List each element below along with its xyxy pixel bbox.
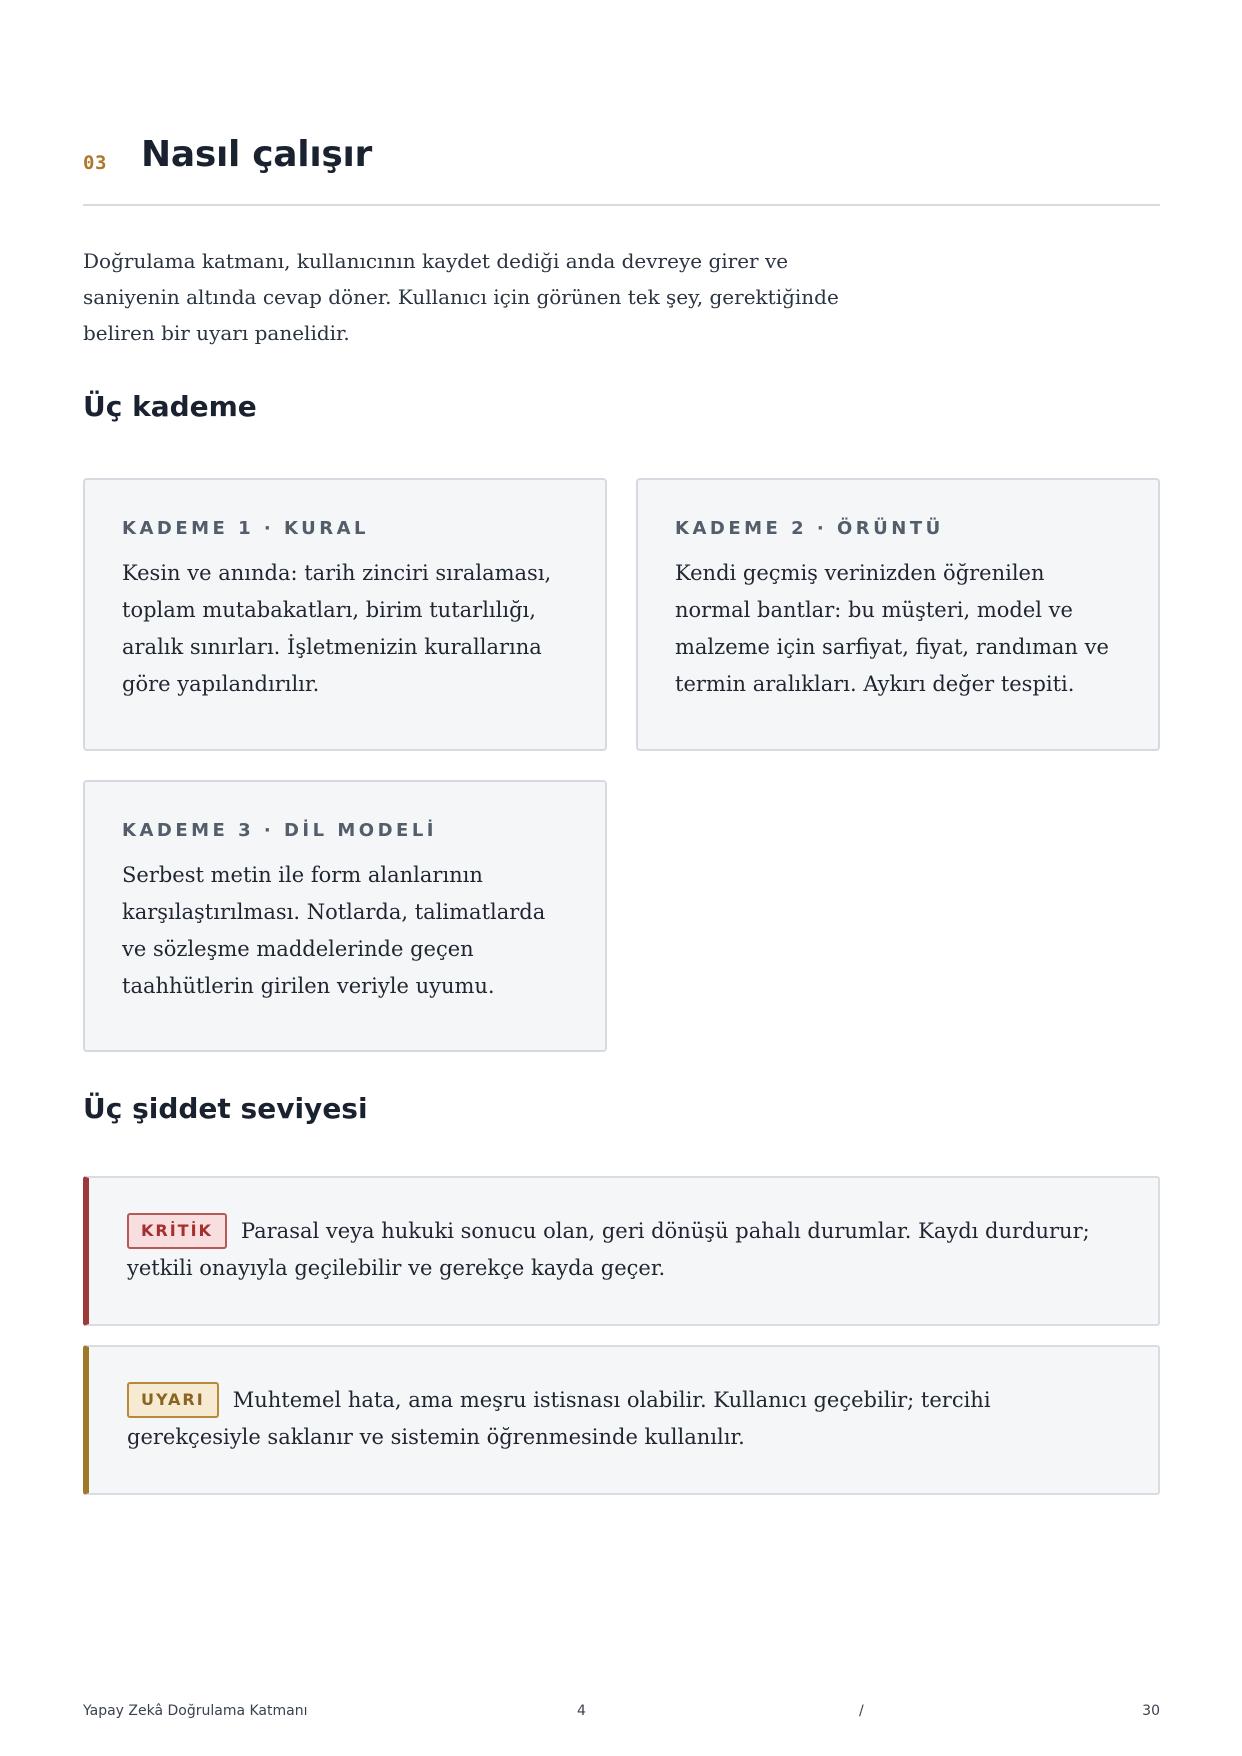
section-number: 03 (83, 152, 107, 174)
tier-card-pattern (636, 478, 1160, 751)
severity-description: Parasal veya hukuki sonucu olan, geri dönüşü pahalı durumlar. Kaydı durdurur; yetkili onayıyla geçilebilir ve gerekçe kayda geçer. (127, 1219, 1090, 1280)
severity-heading: Üç şiddet seviyesi (83, 1092, 368, 1125)
footer-page-number: 4 (577, 1703, 586, 1719)
severity-description: Muhtemel hata, ama meşru istisnası olabilir. Kullanıcı geçebilir; tercihi gerekçesiyle saklanır ve sistemin öğrenmesinde kullanılır. (127, 1388, 991, 1449)
severity-callout-warning (83, 1345, 1160, 1495)
tier-card-text: Kesin ve anında: tarih zinciri sıralaması, toplam mutabakatları, birim tutarlılığı, aralık sınırları. İşletmenizin kurallarına göre yapılandırılır. (122, 561, 552, 696)
footer-page-total: 30 (1142, 1703, 1160, 1719)
tier-card-label: KADEME 2 · ÖRÜNTÜ (675, 518, 944, 539)
critical-badge: KRİTİK (127, 1213, 227, 1249)
tier-card-label: KADEME 3 · DİL MODELİ (122, 820, 437, 841)
intro-paragraph: Doğrulama katmanı, kullanıcının kaydet dediği anda devreye girer ve saniyenin altında cevap döner. Kullanıcı için görünen tek şey, gerektiğinde beliren bir uyarı panelidir. (83, 249, 839, 345)
severity-callout-critical (83, 1176, 1160, 1326)
tier-card-text: Serbest metin ile form alanlarının karşılaştırılması. Notlarda, talimatlarda ve sözleşme maddelerinde geçen taahhütlerin girilen veriyle uyumu. (122, 863, 546, 998)
tiers-heading: Üç kademe (83, 390, 257, 423)
document-page (83, 0, 1160, 1756)
warning-badge: UYARI (127, 1382, 219, 1418)
footer-separator: / (859, 1703, 864, 1719)
footer-document-title: Yapay Zekâ Doğrulama Katmanı (83, 1703, 308, 1719)
tier-card-rule (83, 478, 607, 751)
page-footer (83, 1703, 1160, 1727)
section-header (83, 128, 1160, 206)
severity-callout-text (127, 1382, 1128, 1456)
tier-card-language-model (83, 780, 607, 1052)
section-title: Nasıl çalışır (141, 134, 372, 175)
severity-callout-text (127, 1213, 1128, 1287)
tier-card-label: KADEME 1 · KURAL (122, 518, 369, 539)
tier-card-text: Kendi geçmiş verinizden öğrenilen normal bantlar: bu müşteri, model ve malzeme için sarfiyat, fiyat, randıman ve termin aralıkları. Aykırı değer tespiti. (675, 561, 1109, 696)
